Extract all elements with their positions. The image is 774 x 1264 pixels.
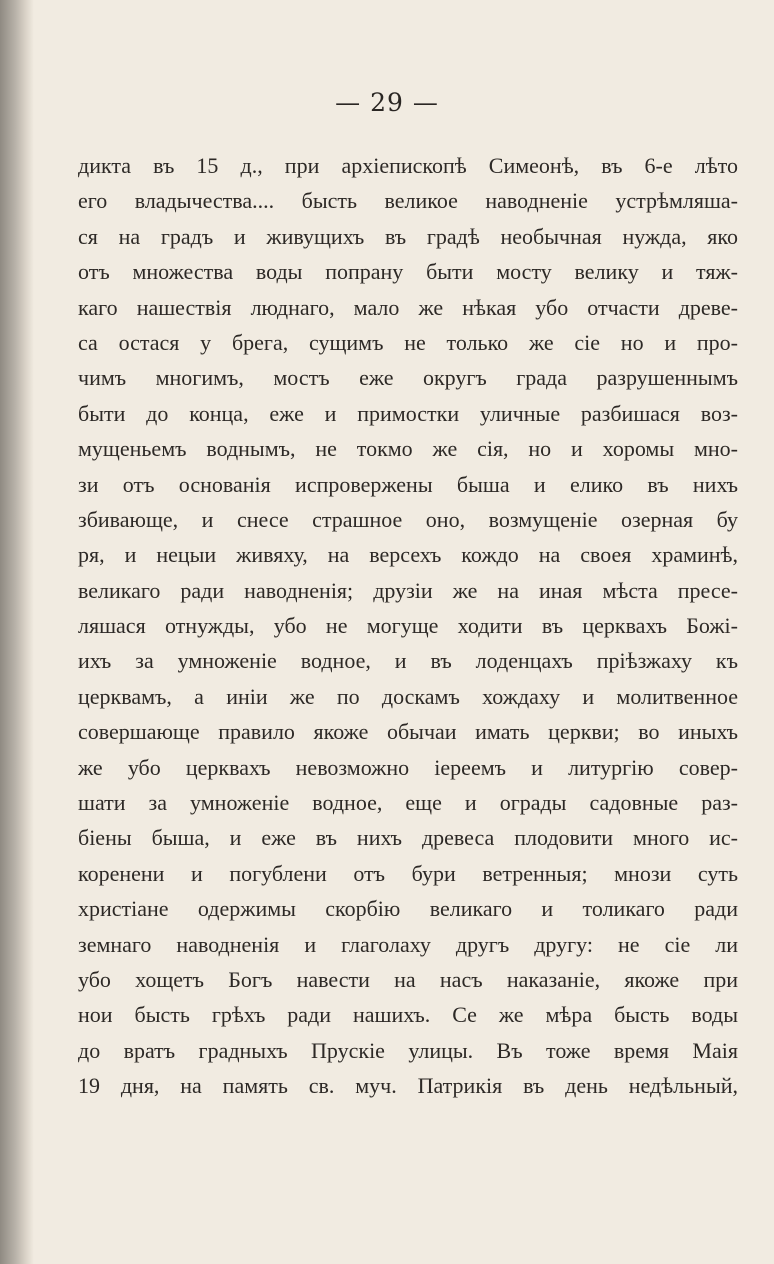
text-line: ся на градъ и живущихъ въ градѣ необычная нужда, яко <box>78 223 738 249</box>
text-line: христіане одержимы скорбію великаго и толикаго ради <box>78 896 738 922</box>
body-text <box>78 148 738 1104</box>
text-line: великаго ради наводненія; друзіи же на иная мѣста пресе- <box>78 577 738 603</box>
text-line: совершающе правило якоже обычаи имать церкви; во иныхъ <box>78 719 738 745</box>
text-line: же убо церквахъ невозможно іереемъ и литургію совер- <box>78 754 738 780</box>
text-line: біены быша, и еже въ нихъ древеса плодовити много ис- <box>78 825 738 851</box>
book-spine-shadow <box>0 0 34 1264</box>
text-line: убо хощетъ Богъ навести на насъ наказаніе, якоже при <box>78 966 738 992</box>
text-line: земнаго наводненія и глаголаху другъ другу: не сіе ли <box>78 931 738 957</box>
text-line: ихъ за умноженіе водное, и въ лоденцахъ пріѣзжаху къ <box>78 648 738 674</box>
text-line: шати за умноженіе водное, еще и ограды садовные раз- <box>78 790 738 816</box>
text-line: нои бысть грѣхъ ради нашихъ. Се же мѣра бысть воды <box>78 1002 738 1028</box>
text-line: быти до конца, еже и примостки уличные разбишася воз- <box>78 400 738 426</box>
page-number: — 29 — <box>335 88 439 117</box>
text-line: чимъ многимъ, мостъ еже округъ града разрушеннымъ <box>78 365 738 391</box>
text-line: до вратъ градныхъ Прускіе улицы. Въ тоже время Маія <box>78 1037 738 1063</box>
text-line: каго нашествія люднаго, мало же нѣкая убо отчасти древе- <box>78 294 738 320</box>
text-line: са остася у брега, сущимъ не только же сіе но и про- <box>78 329 738 355</box>
text-line: 19 дня, на память св. муч. Патрикія въ день недѣльный, <box>78 1073 738 1099</box>
text-line: отъ множества воды попрану быти мосту велику и тяж- <box>78 259 738 285</box>
text-line: ря, и нецыи живяху, на версехъ кождо на своея храминѣ, <box>78 542 738 568</box>
text-line: коренени и погублени отъ бури ветренныя; мнози суть <box>78 860 738 886</box>
text-line: мущеньемъ воднымъ, не токмо же сія, но и хоромы мно- <box>78 436 738 462</box>
text-line: церквамъ, а иніи же по доскамъ хождаху и молитвенное <box>78 683 738 709</box>
text-line: ляшася отнужды, убо не могуще ходити въ церквахъ Божі- <box>78 613 738 639</box>
text-line: зи отъ основанія испровержены быша и елико въ нихъ <box>78 471 738 497</box>
text-line: дикта въ 15 д., при архіепископѣ Симеонѣ, въ 6-е лѣто <box>78 153 738 178</box>
text-line: его владычества.... бысть великое наводненіе устрѣмляша- <box>78 188 738 214</box>
text-line: збивающе, и снесе страшное оно, возмущеніе озерная бу <box>78 506 738 532</box>
